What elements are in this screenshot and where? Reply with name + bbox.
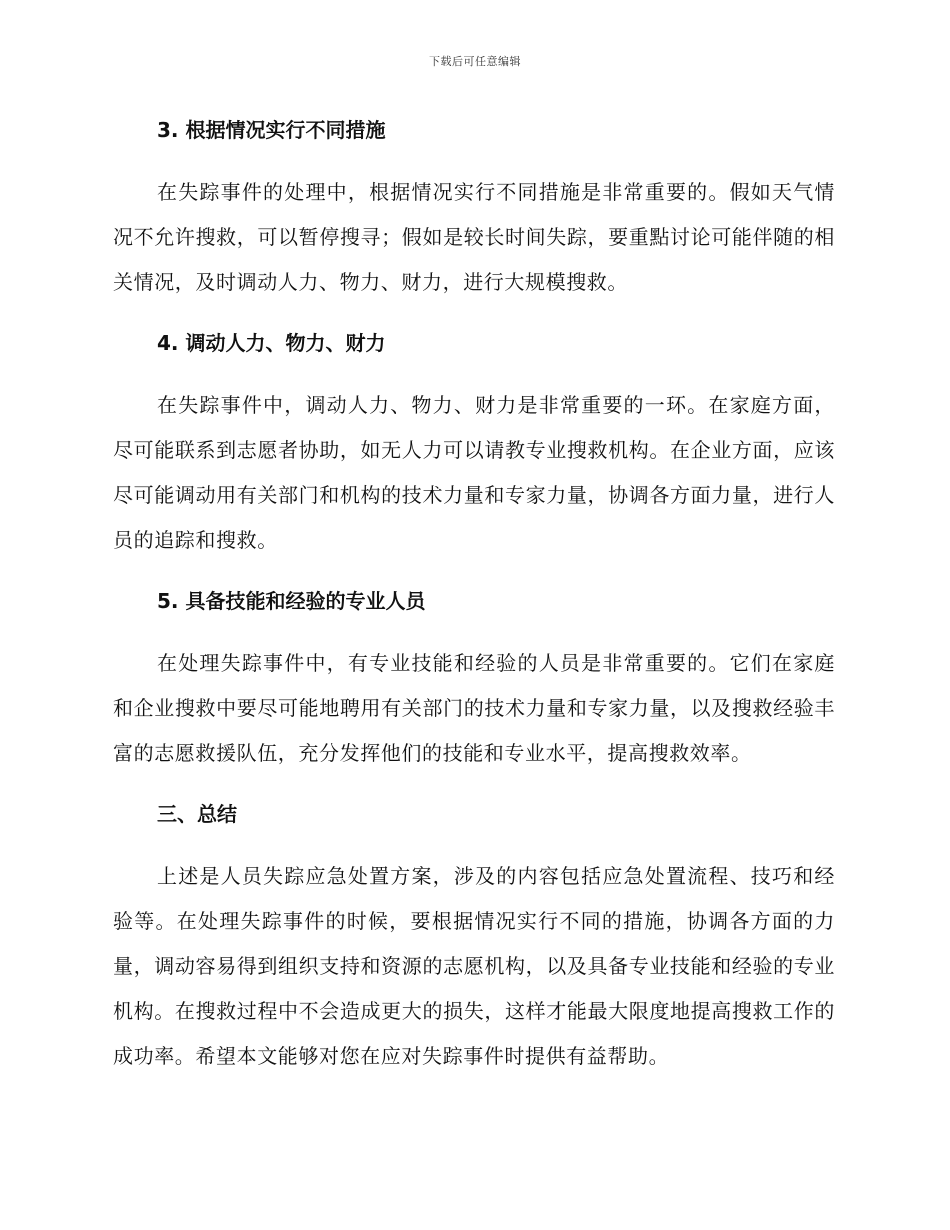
section-paragraph-3: 在失踪事件的处理中，根据情况实行不同措施是非常重要的。假如天气情况不允许搜救，可以暂停搜寻；假如是较长时间失踪，要重點讨论可能伴随的相关情况，及时调动人力、物力、财力，进行大规模搜救。 <box>113 180 835 294</box>
summary-paragraph: 上述是人员失踪应急处置方案，涉及的内容包括应急处置流程、技巧和经验等。在处理失踪事件的时候，要根据情况实行不同的措施，协调各方面的力量，调动容易得到组织支持和资源的志愿机构，以及具备专业技能和经验的专业机构。在搜救过程中不会造成更大的损失，这样才能最大限度地提高搜救工作的成功率。希望本文能够对您在应对失踪事件时提供有益帮助。 <box>113 864 835 1068</box>
section-heading-4: 4. 调动人力、物力、财力 <box>157 331 386 355</box>
section-heading-5: 5. 具备技能和经验的专业人员 <box>157 589 426 613</box>
summary-heading: 三、总结 <box>157 802 237 826</box>
section-paragraph-5: 在处理失踪事件中，有专业技能和经验的人员是非常重要的。它们在家庭和企业搜救中要尽可能地聘用有关部门的技术力量和专家力量，以及搜救经验丰富的志愿救援队伍，充分发挥他们的技能和专业水平，提高搜救效率。 <box>113 651 835 765</box>
document-body <box>113 110 835 1097</box>
section-paragraph-4: 在失踪事件中，调动人力、物力、财力是非常重要的一环。在家庭方面，尽可能联系到志愿者协助，如无人力可以请教专业搜救机构。在企业方面，应该尽可能调动用有关部门和机构的技术力量和专家力量，协调各方面力量，进行人员的追踪和搜救。 <box>113 393 835 552</box>
page-header-note: 下载后可任意编辑 <box>429 55 521 68</box>
section-heading-3: 3. 根据情况实行不同措施 <box>157 118 386 142</box>
